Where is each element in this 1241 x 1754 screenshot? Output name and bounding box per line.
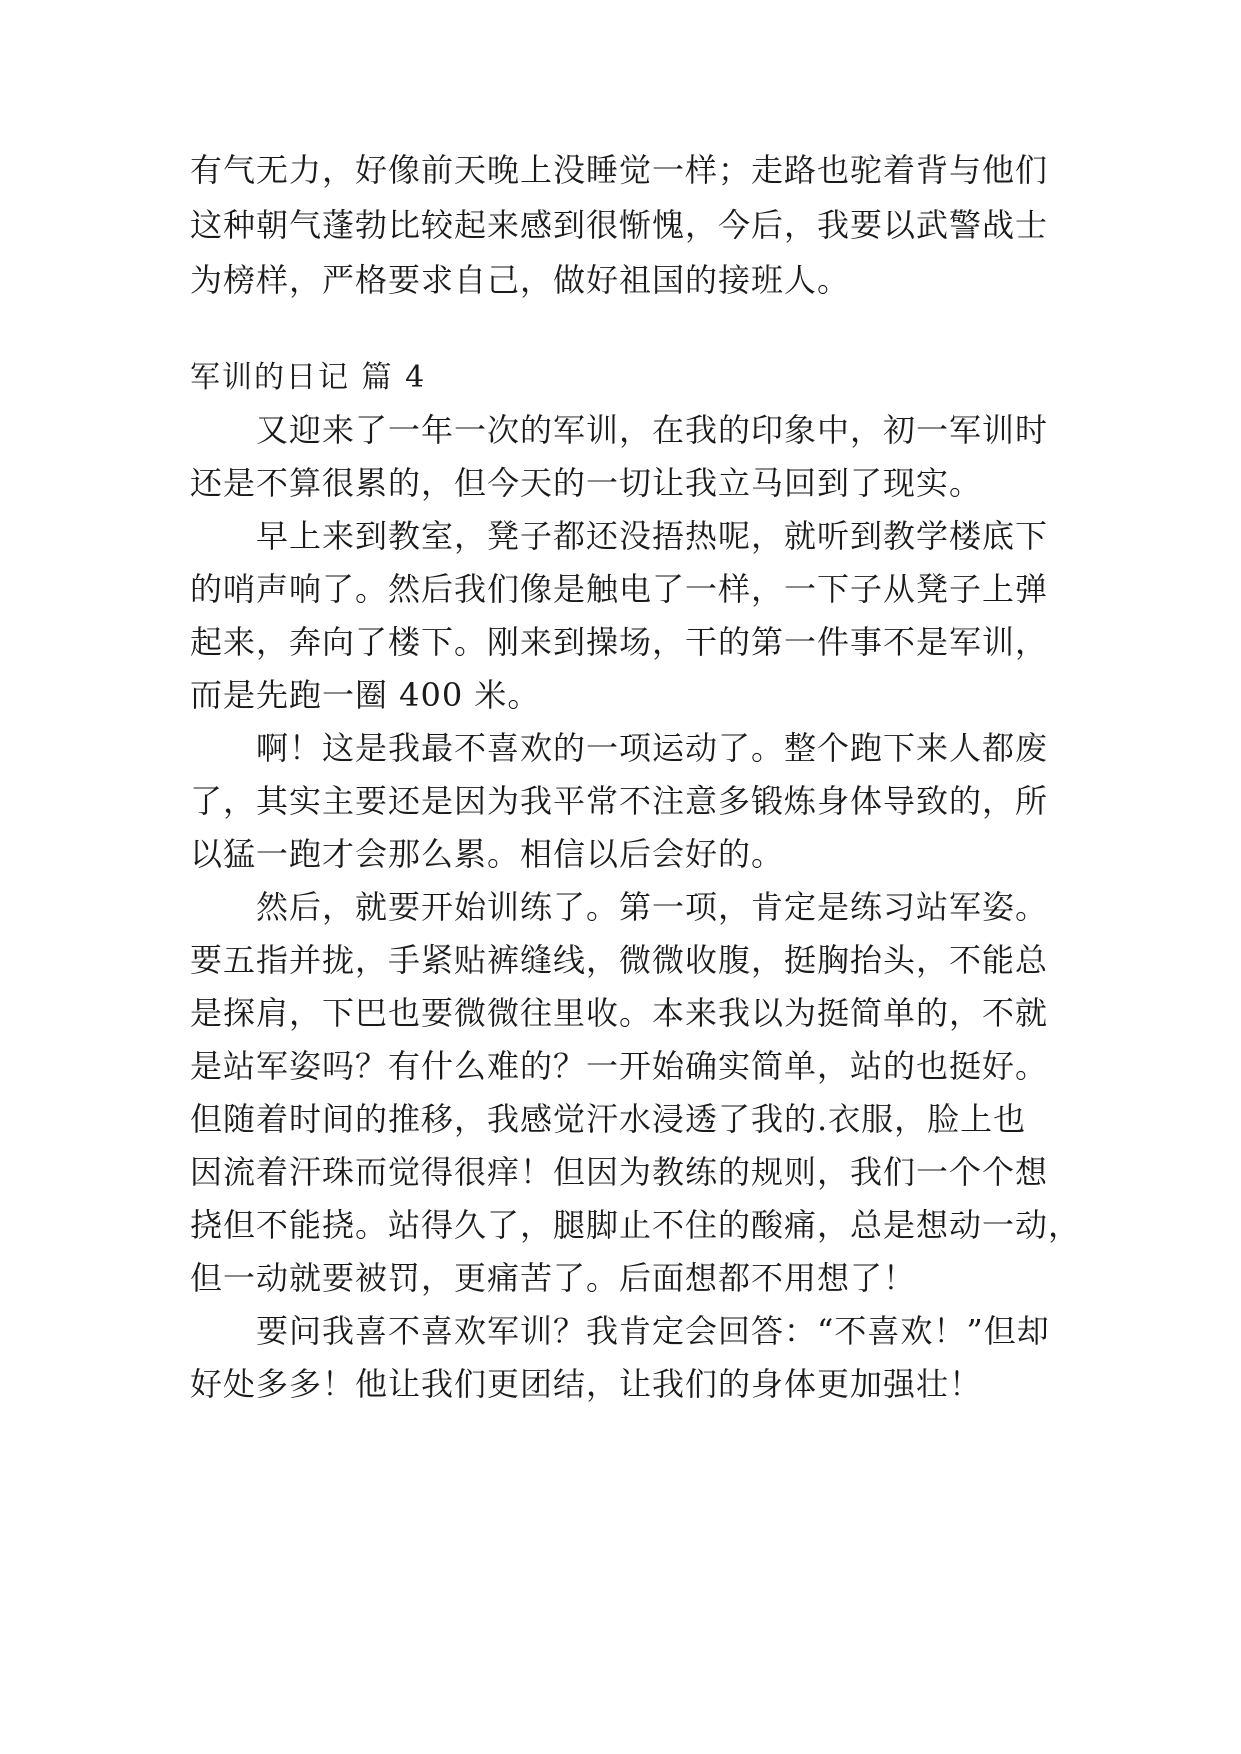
body-line: 啊！这是我最不喜欢的一项运动了。整个跑下来人都废: [190, 729, 1049, 767]
body-line: 因流着汗珠而觉得很痒！但因为教练的规则，我们一个个想: [190, 1153, 1049, 1191]
body-line: 还是不算很累的，但今天的一切让我立马回到了现实。: [190, 464, 983, 502]
body-line: 而是先跑一圈 400 米。: [190, 676, 541, 714]
body-line: 好处多多！他让我们更团结，让我们的身体更加强壮！: [190, 1365, 983, 1403]
body-line: 以猛一跑才会那么累。相信以后会好的。: [190, 835, 785, 873]
section-title: 军训的日记 篇 4: [190, 360, 427, 395]
body-line: 又迎来了一年一次的军训，在我的印象中，初一军训时: [190, 411, 1049, 449]
prev-paragraph-line: 为榜样，严格要求自己，做好祖国的接班人。: [190, 261, 851, 299]
body-line: 挠但不能挠。站得久了，腿脚止不住的酸痛，总是想动一动，: [190, 1206, 1082, 1244]
body-line: 了，其实主要还是因为我平常不注意多锻炼身体导致的，所: [190, 782, 1049, 820]
body-line: 但一动就要被罚，更痛苦了。后面想都不用想了！: [190, 1259, 917, 1297]
prev-paragraph-line: 有气无力，好像前天晚上没睡觉一样；走路也驼着背与他们: [190, 151, 1049, 189]
body-line: 然后，就要开始训练了。第一项，肯定是练习站军姿。: [190, 888, 1049, 926]
prev-paragraph-line: 这种朝气蓬勃比较起来感到很惭愧，今后，我要以武警战士: [190, 206, 1049, 244]
body-line: 是站军姿吗？有什么难的？一开始确实简单，站的也挺好。: [190, 1047, 1049, 1085]
body-line: 但随着时间的推移，我感觉汗水浸透了我的.衣服，脸上也: [190, 1100, 1027, 1138]
body-line: 要问我喜不喜欢军训？我肯定会回答：“不喜欢！”但却: [190, 1312, 1050, 1350]
body-line: 是探肩，下巴也要微微往里收。本来我以为挺简单的，不就: [190, 994, 1049, 1032]
body-line: 的哨声响了。然后我们像是触电了一样，一下子从凳子上弹: [190, 570, 1049, 608]
body-line: 起来，奔向了楼下。刚来到操场，干的第一件事不是军训，: [190, 623, 1049, 661]
body-line: 早上来到教室，凳子都还没捂热呢，就听到教学楼底下: [190, 517, 1049, 555]
body-line: 要五指并拢，手紧贴裤缝线，微微收腹，挺胸抬头，不能总: [190, 941, 1049, 979]
